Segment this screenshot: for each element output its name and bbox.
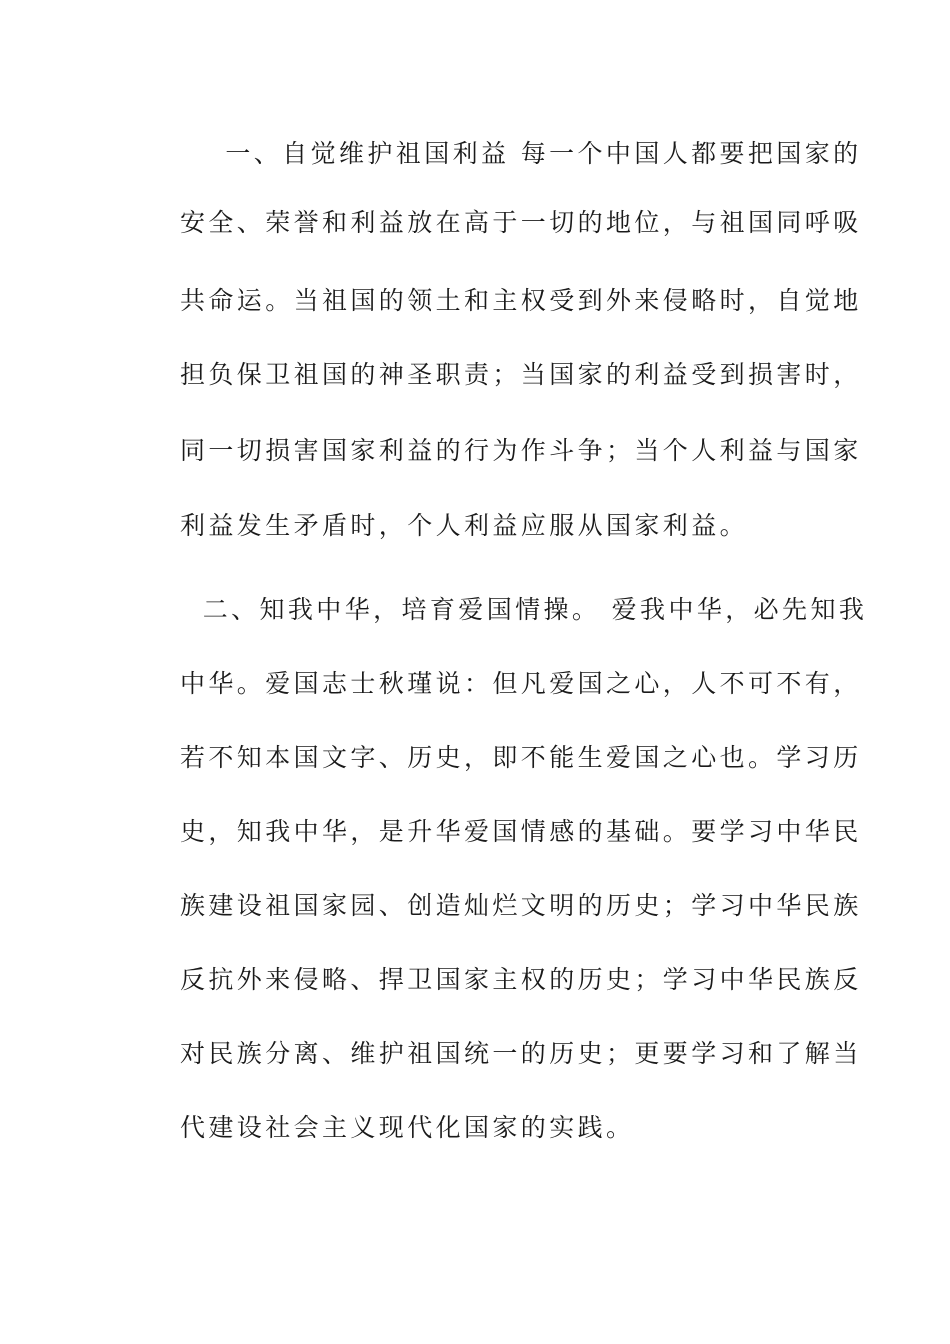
paragraph-1-line-4: 担负保卫祖国的神圣职责；当国家的利益受到损害时，	[180, 360, 862, 389]
paragraph-2-line-3: 若不知本国文字、历史，即不能生爱国之心也。学习历	[180, 743, 862, 772]
paragraph-2-line-4: 史，知我中华，是升华爱国情感的基础。要学习中华民	[180, 817, 862, 846]
paragraph-2-line-5: 族建设祖国家园、创造灿烂文明的历史；学习中华民族	[180, 891, 862, 920]
paragraph-1-line-6: 利益发生矛盾时，个人利益应服从国家利益。	[180, 511, 749, 540]
paragraph-1-line-1: 一、自觉维护祖国利益 每一个中国人都要把国家的	[180, 139, 862, 168]
paragraph-1-line-2: 安全、荣誉和利益放在高于一切的地位，与祖国同呼吸	[180, 208, 862, 237]
paragraph-2-line-8: 代建设社会主义现代化国家的实践。	[180, 1113, 635, 1142]
paragraph-1-line-3: 共命运。当祖国的领土和主权受到外来侵略时，自觉地	[180, 286, 862, 315]
paragraph-2-line-6: 反抗外来侵略、捍卫国家主权的历史；学习中华民族反	[180, 965, 862, 994]
paragraph-2-line-1: 二、知我中华，培育爱国情操。 爱我中华，必先知我	[180, 595, 868, 624]
paragraph-1-line-5: 同一切损害国家利益的行为作斗争；当个人利益与国家	[180, 436, 862, 465]
paragraph-2-line-7: 对民族分离、维护祖国统一的历史；更要学习和了解当	[180, 1039, 862, 1068]
paragraph-2-line-2: 中华。爱国志士秋瑾说：但凡爱国之心，人不可不有，	[180, 669, 862, 698]
